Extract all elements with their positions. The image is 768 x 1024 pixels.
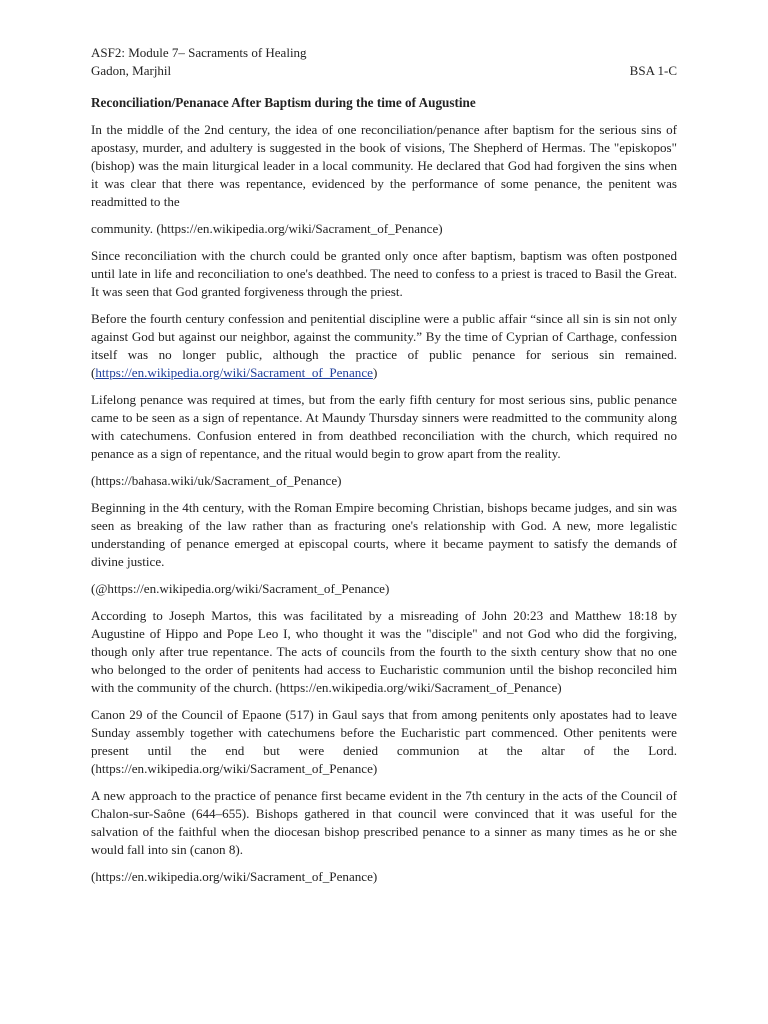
paragraph-2: Since reconciliation with the church could be granted only once after baptism, baptism was often postponed until late in life and reconciliation to one's deathbed. The need to confess to a priest is traced to Basil the Great. It was seen that God granted forgiveness through the priest.: [91, 248, 677, 299]
paragraph-4-reference: (https://bahasa.wiki/uk/Sacrament_of_Penance): [91, 473, 342, 488]
section-label: BSA 1-C: [629, 63, 677, 78]
paragraph-1: In the middle of the 2nd century, the idea of one reconciliation/penance after baptism for the serious sins of apostasy, murder, and adultery is suggested in the book of visions, The Shepherd of Hermas. The "episkopos" (bishop) was the main liturgical leader in a local community. He declared that God had forgiven the sins when it was clear that there was repentance, evidenced by the performance of some penance, the penitent was readmitted to the: [91, 122, 677, 209]
paragraph-6: According to Joseph Martos, this was facilitated by a misreading of John 20:23 and Matthew 18:18 by Augustine of Hippo and Pope Leo I, who thought it was the "disciple" and not God who did the forgiving, though only after true repentance. The acts of councils from the fourth to the sixth century show that no one who belonged to the order of penitents had access to Eucharistic communion until the bishop reconciled him with the community of the church. (https://en.wikipedia.org/wiki/Sacrament_of_Penance): [91, 608, 677, 695]
paragraph-3-close-paren: ): [372, 365, 378, 380]
document-title: Reconciliation/Penanace After Baptism during the time of Augustine: [91, 95, 476, 110]
paragraph-3-open-paren: (: [91, 365, 96, 380]
course-title: ASF2: Module 7– Sacraments of Healing: [91, 45, 307, 60]
paragraph-3: [91, 310, 677, 382]
paragraph-5-reference: (@https://en.wikipedia.org/wiki/Sacrament_of_Penance): [91, 581, 390, 596]
author-name: Gadon, Marjhil: [91, 63, 172, 78]
paragraph-8: A new approach to the practice of penance first became evident in the 7th century in the acts of the Council of Chalon-sur-Saône (644–655). Bishops gathered in that council were convinced that it was useful for the salvation of the faithful when the diocesan bishop prescribed penance to a sinner as many times as he or she would fall into sin (canon 8).: [91, 788, 677, 857]
document-page: [91, 44, 677, 895]
paragraph-5: Beginning in the 4th century, with the Roman Empire becoming Christian, bishops became judges, and sin was seen as breaking of the law rather than as fracturing one's relationship with God. A new, more legalistic understanding of penance emerged at episcopal courts, where it became payment to satisfy the demands of divine justice.: [91, 500, 677, 569]
header-course-line: [91, 44, 677, 62]
paragraph-3-link[interactable]: https://en.wikipedia.org/wiki/Sacrament_of_Penance: [95, 365, 373, 380]
paragraph-3-text: Before the fourth century confession and penitential discipline were a public affair “since all sin is sin not only against God but against our neighbor, against the community.” By the time of Cyprian of Carthage, confession itself was no longer public, although the practice of public penance for serious sin remained.: [91, 311, 677, 362]
paragraph-8-reference: (https://en.wikipedia.org/wiki/Sacrament_of_Penance): [91, 869, 378, 884]
header-author-line: [91, 62, 677, 80]
paragraph-4: Lifelong penance was required at times, but from the early fifth century for most serious sins, public penance came to be seen as a sign of repentance. At Maundy Thursday sinners were readmitted to the community along with catechumens. Confusion entered in from deathbed reconciliation with the church, which required no penance as a sign of repentance, and the ritual would begin to grow apart from the reality.: [91, 392, 677, 461]
paragraph-7: Canon 29 of the Council of Epaone (517) in Gaul says that from among penitents only apostates had to leave Sunday assembly together with catechumens before the Eucharistic part commenced. Other penitents were present until the end but were denied communion at the altar of the Lord. (https://en.wikipedia.org/wiki/Sacrament_of_Penance): [91, 707, 677, 776]
paragraph-1-continuation: community. (https://en.wikipedia.org/wiki/Sacrament_of_Penance): [91, 221, 443, 236]
